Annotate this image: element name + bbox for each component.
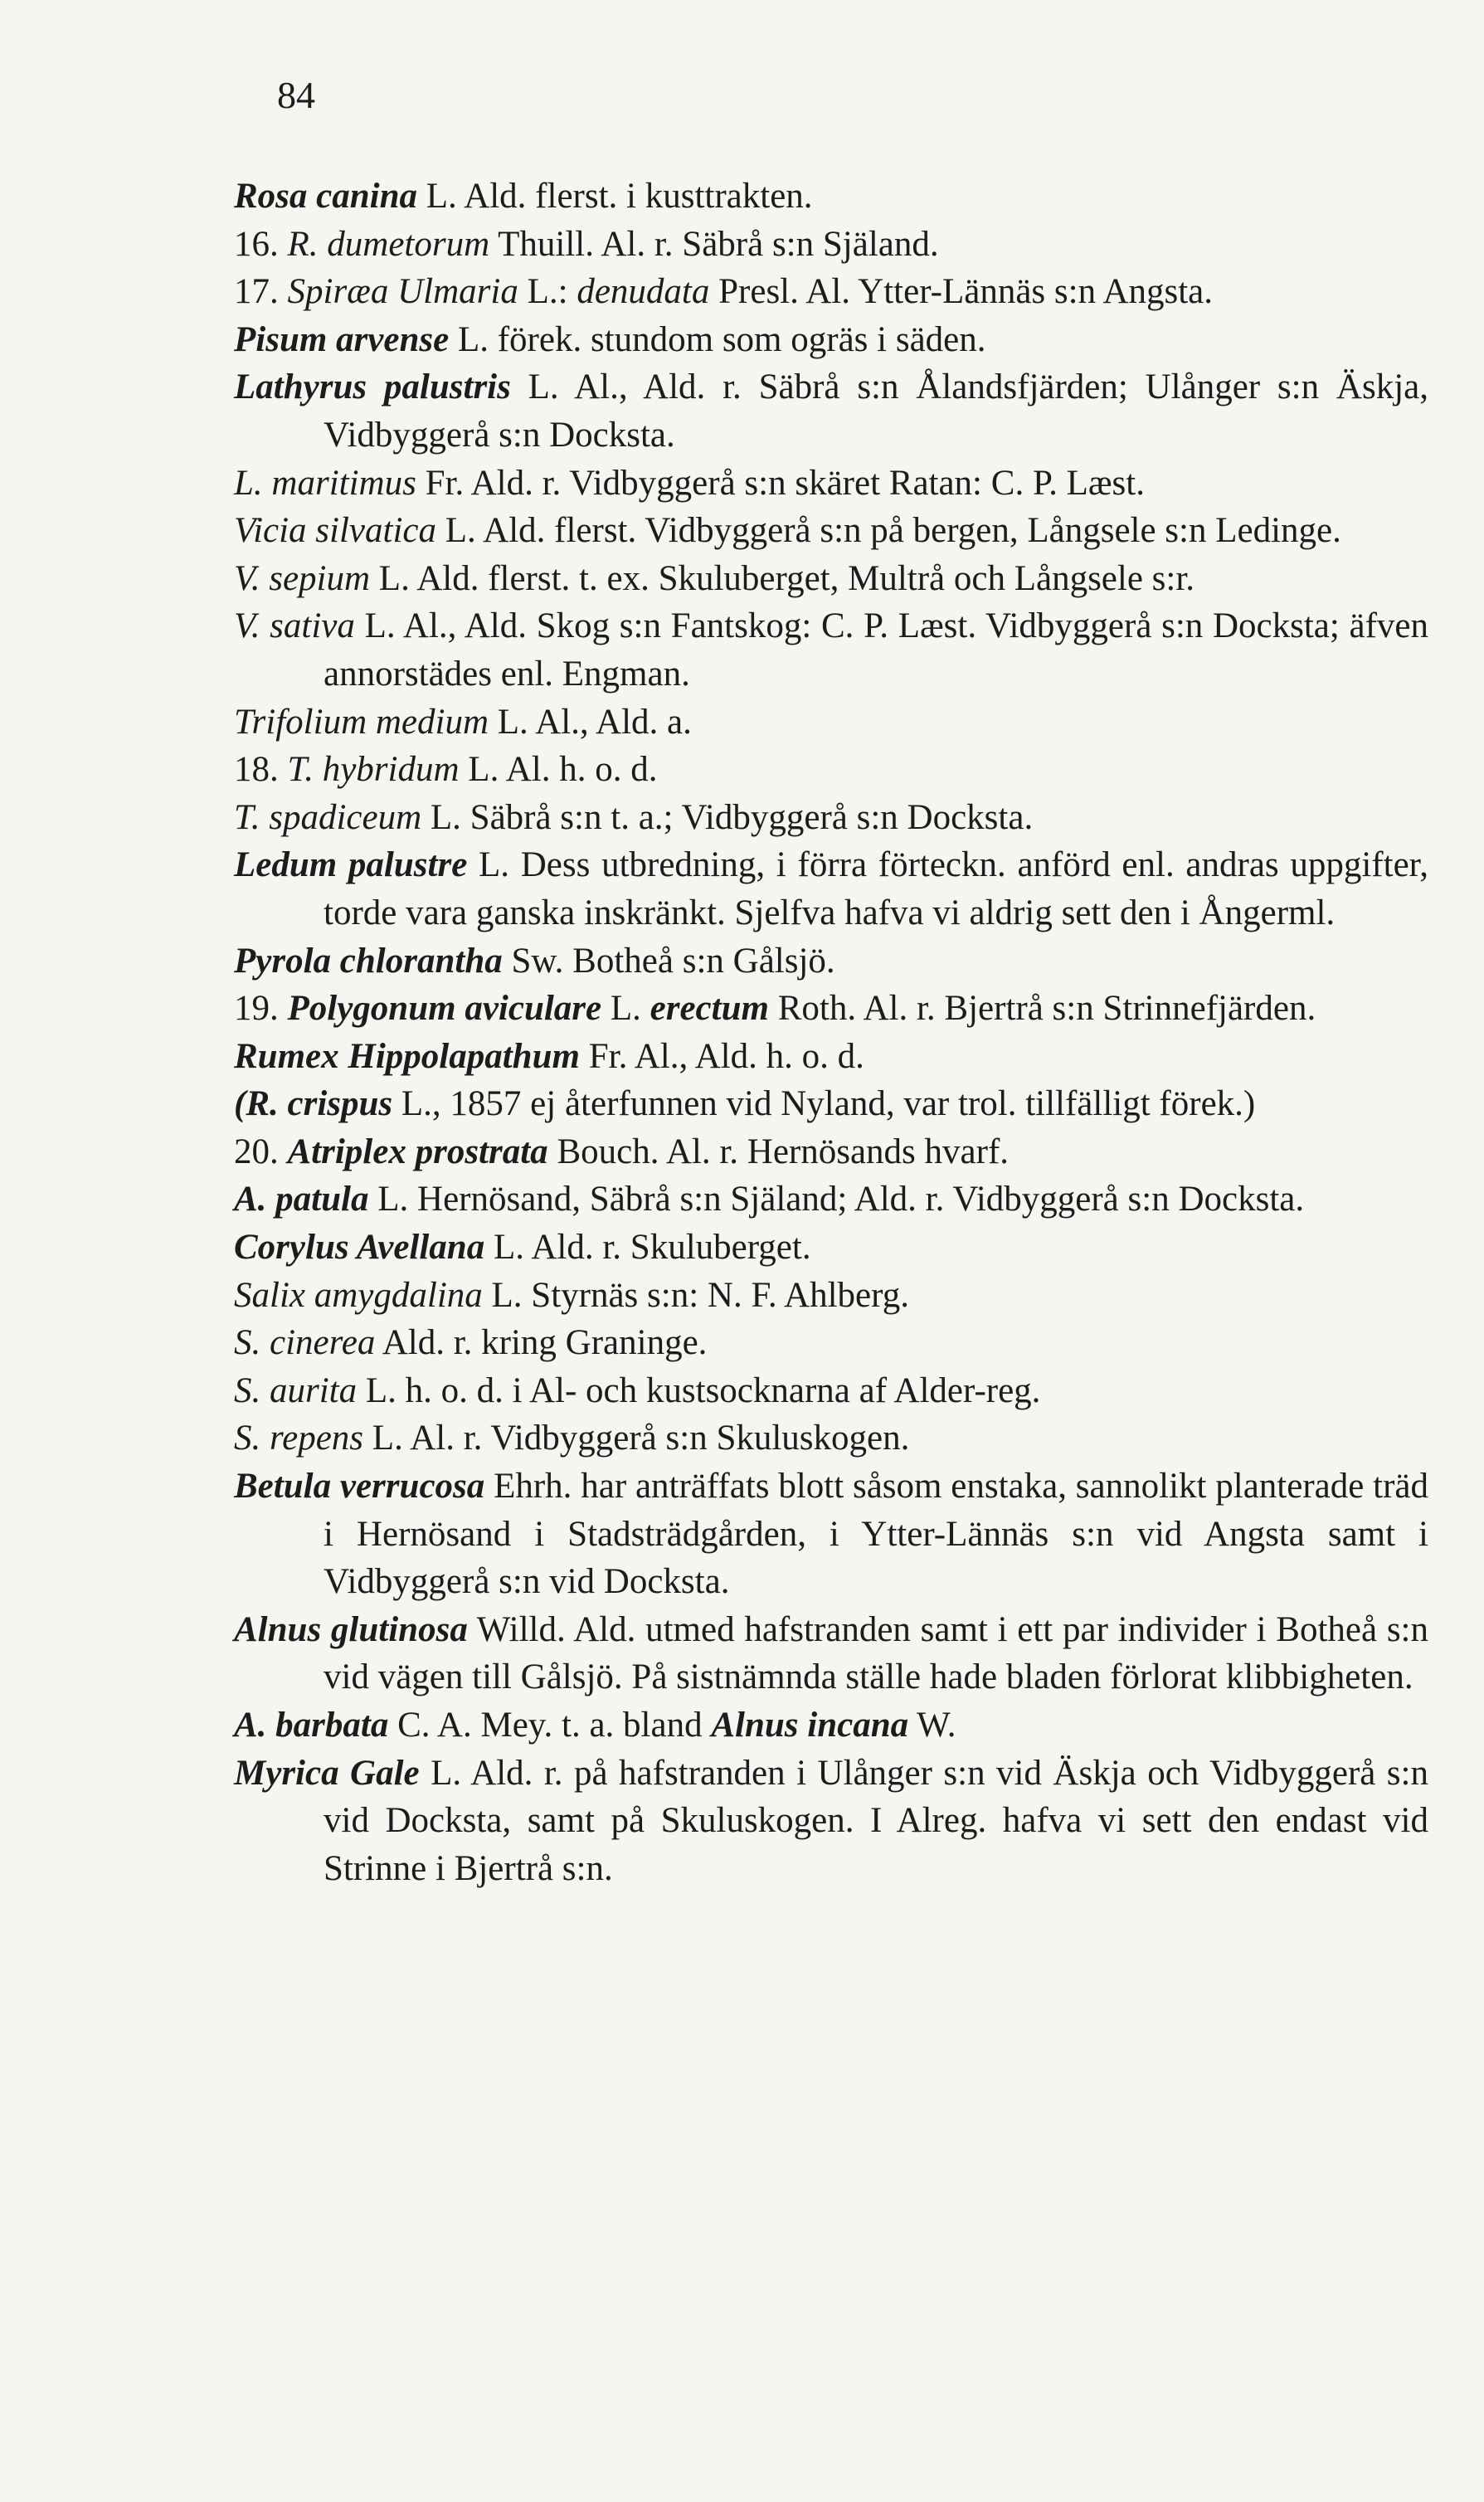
species-name-bold (288, 989, 602, 1028)
species-entry (234, 1176, 1428, 1224)
entry-text: L.: (518, 272, 577, 312)
species-name: A. patula (234, 1180, 369, 1219)
species-name-bold (234, 942, 503, 981)
species-name: Lathyrus palustris (234, 368, 511, 407)
species-entry (234, 555, 1428, 603)
species-name: Vicia silvatica (234, 511, 436, 551)
entry-text: Ald. r. kring Graninge. (375, 1323, 708, 1363)
species-name: Corylus Avellana (234, 1228, 485, 1268)
species-entry (234, 1367, 1428, 1415)
species-name: V. sativa (234, 606, 355, 646)
species-name-bold (234, 1610, 468, 1649)
species-entry (234, 1224, 1428, 1272)
species-entry (234, 985, 1428, 1033)
species-name: Betula verrucosa (234, 1467, 485, 1507)
entry-text: 19. (234, 989, 288, 1029)
entry-text: 17. (234, 272, 288, 312)
species-name: Rosa canina (234, 177, 418, 216)
species-entry (234, 699, 1428, 747)
page-number: 84 (277, 74, 315, 116)
entry-text: L., 1857 ej återfunnen vid Nyland, var trol. tillfälligt förek.) (392, 1084, 1256, 1124)
entry-text: L. Al. h. o. d. (459, 750, 658, 790)
species-entry (234, 1414, 1428, 1463)
entry-text: L. Ald. r. Skuluberget. (484, 1228, 811, 1268)
species-name: S. aurita (234, 1370, 358, 1410)
entry-text: L. (601, 989, 650, 1029)
species-name: L. maritimus (234, 463, 416, 503)
species-name-bold (234, 177, 417, 216)
entry-text: Fr. Ald. r. Vidbyggerå s:n skäret Ratan: C. P. Læst. (416, 463, 1145, 503)
entry-text: Sw. Botheå s:n Gålsjö. (502, 941, 835, 981)
species-name: S. cinerea (234, 1323, 376, 1363)
species-name-bold (234, 320, 449, 359)
species-entry (234, 268, 1428, 316)
species-name-bold (650, 989, 769, 1028)
species-name: (R. crispus (234, 1084, 393, 1124)
species-entry (234, 937, 1428, 986)
entry-text: L. Ald. r. på hafstranden i Ulånger s:n vid Äskja och Vidbyggerå s:n vid Docksta, samt på Skuluskogen. I Alreg. hafva vi sett den endast vid Strinne i Bjertrå s:n. (324, 1753, 1428, 1888)
species-name: Myrica Gale (234, 1753, 420, 1793)
species-entry (234, 1701, 1428, 1750)
species-name: Alnus glutinosa (234, 1609, 468, 1649)
species-name-bold (288, 1132, 548, 1171)
species-entry (234, 460, 1428, 508)
species-name-bold (234, 1754, 420, 1793)
entry-text: Roth. Al. r. Bjertrå s:n Strinnefjärden. (768, 989, 1316, 1029)
species-entry (234, 363, 1428, 459)
entry-text: L. Al., Ald. Skog s:n Fantskog: C. P. Læst. Vidbyggerå s:n Docksta; äfven annorstädes enl. Engman. (324, 606, 1429, 694)
entry-text: 16. (234, 224, 288, 264)
entry-text: L. Ald. flerst. Vidbyggerå s:n på bergen, Långsele s:n Ledinge. (436, 511, 1341, 551)
entry-text: 20. (234, 1132, 288, 1171)
species-entry (234, 507, 1428, 555)
species-entry (234, 1319, 1428, 1367)
species-name-bold (234, 1180, 369, 1219)
species-name-bold (234, 1228, 484, 1267)
species-name: Pisum arvense (234, 319, 450, 359)
species-entry (234, 794, 1428, 842)
species-entry (234, 1463, 1428, 1606)
species-entry (234, 1606, 1428, 1701)
entry-text: L. Ald. flerst. t. ex. Skuluberget, Multrå och Långsele s:r. (370, 558, 1195, 598)
entry-text: Ehrh. har anträffats blott såsom enstaka, sannolikt planterade träd i Hernösand i Stadsträdgården, i Ytter-Lännäs s:n vid Angsta samt i Vidbyggerå s:n vid Docksta. (324, 1467, 1428, 1602)
species-name-bold (234, 1706, 388, 1745)
species-entry (234, 746, 1428, 794)
species-name: Trifolium medium (234, 702, 489, 742)
species-name: T. hybridum (287, 750, 460, 790)
entry-text: L. Ald. flerst. i kusttrakten. (417, 177, 813, 216)
species-name: T. spadiceum (234, 797, 422, 837)
entry-text: L. Al., Ald. r. Säbrå s:n Ålandsfjärden; Ulånger s:n Äskja, Vidbyggerå s:n Docksta. (324, 368, 1428, 455)
species-name: Alnus incana (711, 1706, 909, 1745)
species-name-bold (234, 845, 467, 884)
species-entry (234, 1033, 1428, 1081)
species-name: V. sepium (234, 558, 371, 598)
species-name: Polygonum aviculare (287, 989, 602, 1029)
species-name: Atriplex prostrata (287, 1132, 548, 1171)
entry-text: L. h. o. d. i Al- och kustsocknarna af Alder-reg. (357, 1370, 1041, 1410)
species-entry (234, 841, 1428, 937)
entry-text: L. Säbrå s:n t. a.; Vidbyggerå s:n Docksta. (421, 797, 1034, 837)
species-name: denudata (577, 272, 710, 312)
entry-text: W. (908, 1706, 956, 1745)
entry-text: L. Styrnäs s:n: N. F. Ahlberg. (482, 1275, 909, 1315)
entry-text: Presl. Al. Ytter-Lännäs s:n Angsta. (709, 272, 1214, 312)
species-name: A. barbata (234, 1706, 389, 1745)
species-entry (234, 1272, 1428, 1320)
species-entry (234, 1128, 1428, 1176)
entry-text: Bouch. Al. r. Hernösands hvarf. (547, 1132, 1010, 1171)
species-entry (234, 602, 1428, 698)
entry-text: L. Dess utbredning, i förra förteckn. anförd enl. andras uppgifter, torde vara ganska inskränkt. Sjelfva hafva vi aldrig sett den i Ångerml. (324, 845, 1428, 932)
species-name-bold (234, 1467, 484, 1506)
species-entry (234, 1080, 1428, 1128)
species-name: R. dumetorum (287, 224, 490, 264)
species-name: Salix amygdalina (234, 1275, 483, 1315)
species-name: Rumex Hippolapathum (234, 1036, 580, 1076)
entry-text: Willd. Ald. utmed hafstranden samt i ett par individer i Botheå s:n vid vägen till Gålsjö. På sistnämnda ställe hade bladen förlorat klibbigheten. (324, 1609, 1429, 1697)
species-name-bold (711, 1706, 908, 1745)
entry-text: Fr. Al., Ald. h. o. d. (579, 1036, 864, 1076)
species-name: Ledum palustre (234, 845, 468, 885)
entry-text: L. Hernösand, Säbrå s:n Själand; Ald. r. Vidbyggerå s:n Docksta. (368, 1180, 1305, 1219)
species-name-bold (234, 1084, 392, 1123)
entry-text: Thuill. Al. r. Säbrå s:n Själand. (489, 224, 939, 264)
entry-text: 18. (234, 750, 288, 790)
species-entry (234, 221, 1428, 269)
species-name: S. repens (234, 1419, 364, 1458)
entry-text: L. Al., Ald. a. (489, 702, 692, 742)
species-list (234, 173, 1428, 1892)
species-name-bold (234, 1037, 580, 1076)
species-name: Spiræa Ulmaria (287, 272, 518, 312)
entry-text: L. förek. stundom som ogräs i säden. (449, 319, 986, 359)
species-name: Pyrola chlorantha (234, 941, 503, 981)
species-name-bold (234, 368, 511, 406)
species-entry (234, 173, 1428, 221)
entry-text: C. A. Mey. t. a. bland (388, 1706, 712, 1745)
species-entry (234, 1750, 1428, 1893)
species-entry (234, 316, 1428, 364)
entry-text: L. Al. r. Vidbyggerå s:n Skuluskogen. (363, 1419, 910, 1458)
species-name: erectum (650, 989, 769, 1029)
